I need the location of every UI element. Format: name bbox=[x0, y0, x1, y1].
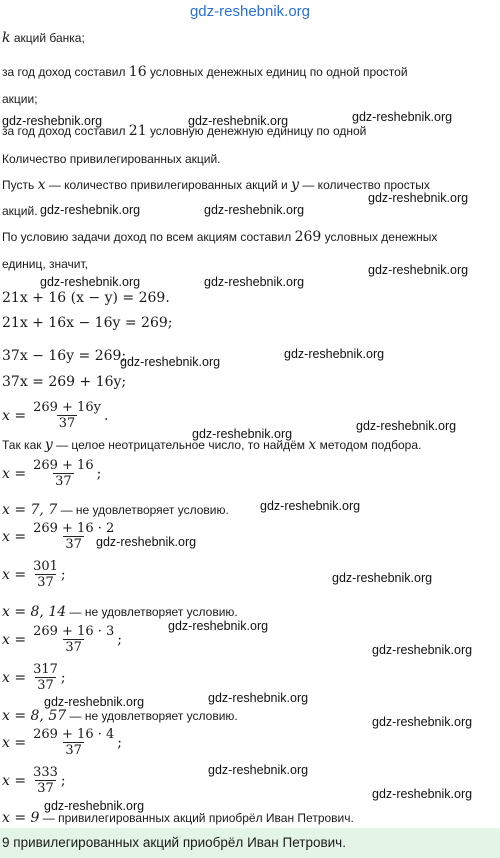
text-segment: условную денежную единицу по одной bbox=[146, 124, 367, 138]
text-line: Количество привилегированных акций. bbox=[2, 152, 221, 166]
equation-note: — привилегированных акций приобрёл Иван Петрович. bbox=[39, 811, 354, 825]
var-k: k bbox=[2, 30, 11, 46]
numerator: 269 + 16y bbox=[33, 400, 101, 415]
watermark: gdz-reshebnik.org bbox=[204, 275, 305, 289]
text-line: единиц, значит, bbox=[2, 257, 88, 271]
equation bbox=[2, 708, 238, 724]
equation: 37x = 269 + 16y; bbox=[2, 374, 127, 390]
text-line: акции; bbox=[2, 92, 38, 106]
text-line bbox=[2, 178, 430, 192]
text-segment: акций банка; bbox=[10, 31, 85, 45]
numerator: 333 bbox=[33, 765, 58, 780]
equation-note: — не удовлетворяет условию. bbox=[66, 709, 238, 723]
watermark: gdz-reshebnik.org bbox=[356, 419, 457, 433]
fraction-equation: x = $\frac{269 + 16y}{37}$ . bbox=[2, 400, 109, 431]
denominator: 37 bbox=[65, 537, 82, 552]
watermark: gdz-reshebnik.org bbox=[332, 571, 433, 585]
equation-expr: x = 8, 14 bbox=[2, 604, 67, 620]
denominator: 37 bbox=[58, 416, 76, 431]
text-segment: По условию задачи доход по всем акциям составил bbox=[2, 230, 295, 244]
number: 16 bbox=[128, 64, 147, 80]
equation-expr: x = 9 bbox=[2, 810, 40, 826]
denominator: 37 bbox=[37, 575, 54, 590]
denominator: 37 bbox=[65, 743, 82, 758]
watermark: gdz-reshebnik.org bbox=[372, 715, 473, 729]
fraction-equation: x = $\frac{269 + 16 \cdot 3}{37}$ ; bbox=[2, 624, 122, 655]
numerator: 269 + 16 bbox=[33, 458, 94, 473]
watermark: gdz-reshebnik.org bbox=[260, 499, 361, 513]
watermark: gdz-reshebnik.org bbox=[168, 619, 269, 633]
denominator: 37 bbox=[65, 640, 82, 655]
equation bbox=[2, 502, 229, 518]
watermark: gdz-reshebnik.org bbox=[204, 203, 305, 217]
text-line bbox=[2, 230, 437, 244]
watermark: gdz-reshebnik.org bbox=[96, 535, 197, 549]
answer-text: 9 привилегированных акций приобрёл Иван Петрович. bbox=[2, 835, 346, 850]
text-segment: условных денежных единиц по одной простой bbox=[146, 65, 408, 79]
var-y: y bbox=[44, 437, 53, 453]
numerator: 269 + 16 · 4 bbox=[33, 727, 115, 742]
denominator: 37 bbox=[37, 678, 54, 693]
var-x: x bbox=[308, 437, 317, 453]
watermark: gdz-reshebnik.org bbox=[192, 427, 293, 441]
text-segment: методом подбора. bbox=[316, 438, 422, 452]
watermark: gdz-reshebnik.org bbox=[44, 695, 145, 709]
watermark: gdz-reshebnik.org bbox=[352, 110, 453, 124]
number: 21 bbox=[128, 123, 147, 139]
fraction-equation: x = $\frac{333}{37}$ ; bbox=[2, 765, 66, 796]
text-segment: — количество простых bbox=[299, 178, 430, 192]
watermark: gdz-reshebnik.org bbox=[40, 275, 141, 289]
equation-expr: x = 8, 57 bbox=[2, 708, 67, 724]
watermark: gdz-reshebnik.org bbox=[188, 114, 289, 128]
text-segment: — количество привилегированных акций и bbox=[45, 178, 292, 192]
fraction-equation: x = $\frac{301}{37}$ ; bbox=[2, 559, 66, 590]
equation-note: — не удовлетворяет условию. bbox=[57, 503, 229, 517]
watermark: gdz-reshebnik.org bbox=[368, 191, 469, 205]
watermark: gdz-reshebnik.org bbox=[208, 691, 309, 705]
var-y: y bbox=[291, 177, 300, 193]
watermark: gdz-reshebnik.org bbox=[284, 347, 385, 361]
numerator: 269 + 16 · 3 bbox=[33, 624, 115, 639]
answer-box bbox=[0, 828, 500, 858]
equation-note: — не удовлетворяет условию. bbox=[66, 605, 238, 619]
text-line bbox=[2, 65, 408, 79]
watermark: gdz-reshebnik.org bbox=[208, 763, 309, 777]
equation: 21x + 16 (x − y) = 269. bbox=[2, 290, 170, 306]
text-segment: — целое неотрицательное число, то найдём bbox=[52, 438, 309, 452]
watermark: gdz-reshebnik.org bbox=[372, 643, 473, 657]
fraction-equation: x = $\frac{269 + 16}{37}$ ; bbox=[2, 458, 102, 489]
site-title: gdz-reshebnik.org bbox=[189, 3, 311, 20]
text-segment: условных денежных bbox=[321, 230, 438, 244]
fraction-equation: x = $\frac{269 + 16 \cdot 2}{37}$ bbox=[2, 521, 115, 552]
watermark: gdz-reshebnik.org bbox=[372, 787, 473, 801]
text-line: акций. bbox=[2, 204, 38, 218]
fraction-equation: x = $\frac{269 + 16 \cdot 4}{37}$ ; bbox=[2, 727, 122, 758]
watermark: gdz-reshebnik.org bbox=[2, 114, 103, 128]
denominator: 37 bbox=[37, 781, 54, 796]
equation bbox=[2, 604, 238, 620]
watermark: gdz-reshebnik.org bbox=[40, 203, 141, 217]
text-line bbox=[2, 31, 85, 45]
text-segment: Пусть bbox=[2, 178, 38, 192]
number: 269 bbox=[294, 229, 322, 245]
text-segment: за год доход составил bbox=[2, 65, 129, 79]
numerator: 317 bbox=[33, 662, 58, 677]
watermark: gdz-reshebnik.org bbox=[368, 263, 469, 277]
watermark: gdz-reshebnik.org bbox=[44, 799, 145, 813]
denominator: 37 bbox=[55, 474, 72, 489]
text-segment: Так как bbox=[2, 438, 45, 452]
text-segment: за год доход составил bbox=[2, 124, 129, 138]
watermark: gdz-reshebnik.org bbox=[120, 355, 221, 369]
fraction-equation: x = $\frac{317}{37}$ ; bbox=[2, 662, 66, 693]
equation: 21x + 16x − 16y = 269; bbox=[2, 315, 173, 331]
equation-expr: x = 7, 7 bbox=[2, 502, 58, 518]
numerator: 301 bbox=[33, 559, 58, 574]
var-x: x bbox=[37, 177, 46, 193]
numerator: 269 + 16 · 2 bbox=[33, 521, 115, 536]
equation: 37x − 16y = 269; bbox=[2, 348, 127, 364]
